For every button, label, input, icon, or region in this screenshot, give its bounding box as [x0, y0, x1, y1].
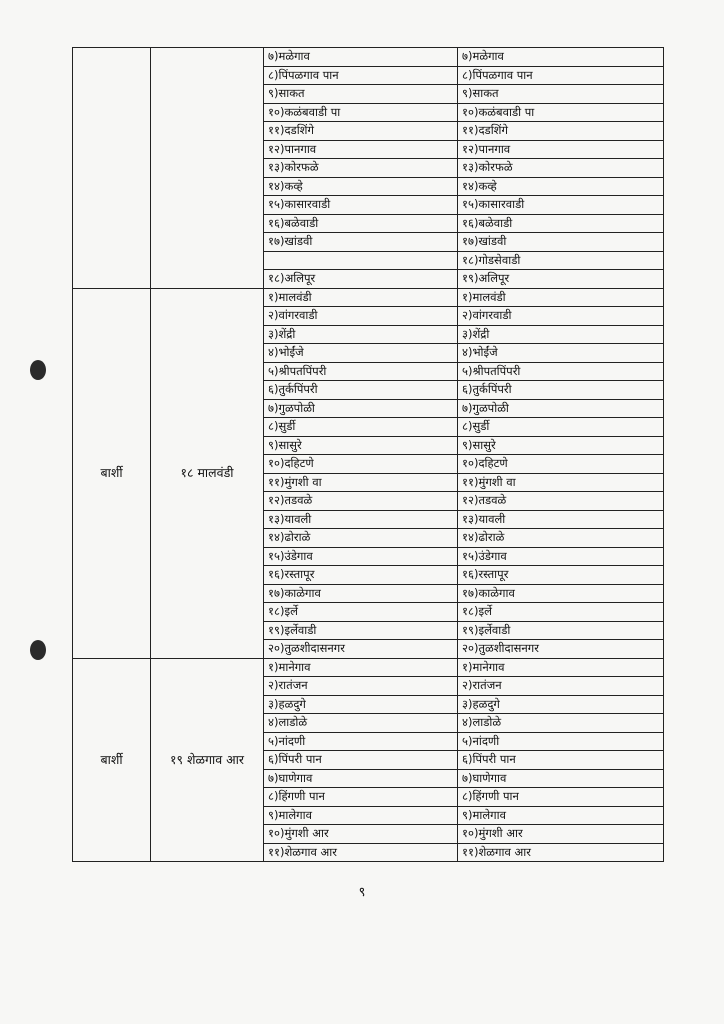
- village-new-cell: २०)तुळशीदासनगर: [458, 640, 664, 659]
- village-new-cell: ८)पिंपळगाव पान: [458, 66, 664, 85]
- village-old-cell: २)रातंजन: [264, 677, 458, 696]
- village-new-cell: २)वांगरवाडी: [458, 307, 664, 326]
- village-old-cell: १५)कासारवाडी: [264, 196, 458, 215]
- village-new-cell: ११)दडशिंगे: [458, 122, 664, 141]
- village-new-cell: ७)मळेगाव: [458, 48, 664, 67]
- village-new-cell: १)मानेगाव: [458, 658, 664, 677]
- village-new-cell: १८)गोडसेवाडी: [458, 251, 664, 270]
- village-new-cell: १४)कव्हे: [458, 177, 664, 196]
- village-old-cell: १०)कळंबवाडी पा: [264, 103, 458, 122]
- village-old-cell: १६)रस्तापूर: [264, 566, 458, 585]
- village-new-cell: ८)सुर्डी: [458, 418, 664, 437]
- village-old-cell: ६)तुर्कपिंपरी: [264, 381, 458, 400]
- village-old-cell: ९)मालेगाव: [264, 806, 458, 825]
- village-old-cell: १९)इर्लेवाडी: [264, 621, 458, 640]
- village-new-cell: ६)तुर्कपिंपरी: [458, 381, 664, 400]
- village-new-cell: ५)श्रीपतपिंपरी: [458, 362, 664, 381]
- table-row: [73, 48, 664, 67]
- circle-cell: १९ शेळगाव आर: [151, 658, 264, 862]
- village-new-cell: १३)कोरफळे: [458, 159, 664, 178]
- village-new-cell: १८)इर्ले: [458, 603, 664, 622]
- taluka-cell: बार्शी: [73, 658, 151, 862]
- village-old-cell: १८)अलिपूर: [264, 270, 458, 289]
- village-new-cell: १९)अलिपूर: [458, 270, 664, 289]
- village-new-cell: १०)मुंगशी आर: [458, 825, 664, 844]
- village-new-cell: १२)तडवळे: [458, 492, 664, 511]
- taluka-cell: बार्शी: [73, 288, 151, 658]
- village-new-cell: १)मालवंडी: [458, 288, 664, 307]
- village-old-cell: १५)उंडेगाव: [264, 547, 458, 566]
- village-old-cell: [264, 251, 458, 270]
- village-old-cell: ४)लाडोळे: [264, 714, 458, 733]
- village-old-cell: १३)यावली: [264, 510, 458, 529]
- village-old-cell: ९)सासुरे: [264, 436, 458, 455]
- village-old-cell: १०)दहिटणे: [264, 455, 458, 474]
- village-new-cell: ९)साकत: [458, 85, 664, 104]
- village-old-cell: ७)मळेगाव: [264, 48, 458, 67]
- circle-cell: [151, 48, 264, 289]
- village-new-cell: ६)पिंपरी पान: [458, 751, 664, 770]
- village-new-cell: १३)यावली: [458, 510, 664, 529]
- village-old-cell: १३)कोरफळे: [264, 159, 458, 178]
- village-old-cell: ८)पिंपळगाव पान: [264, 66, 458, 85]
- village-old-cell: १२)पानगाव: [264, 140, 458, 159]
- village-old-cell: १६)बळेवाडी: [264, 214, 458, 233]
- village-new-cell: १६)रस्तापूर: [458, 566, 664, 585]
- village-old-cell: ८)हिंगणी पान: [264, 788, 458, 807]
- taluka-cell: [73, 48, 151, 289]
- village-old-cell: ७)गुळपोळी: [264, 399, 458, 418]
- village-table: [72, 47, 664, 862]
- village-old-cell: २०)तुळशीदासनगर: [264, 640, 458, 659]
- village-old-cell: ११)शेळगाव आर: [264, 843, 458, 862]
- village-new-cell: १०)कळंबवाडी पा: [458, 103, 664, 122]
- village-old-cell: ६)पिंपरी पान: [264, 751, 458, 770]
- village-new-cell: १६)बळेवाडी: [458, 214, 664, 233]
- village-new-cell: १२)पानगाव: [458, 140, 664, 159]
- circle-cell: १८ मालवंडी: [151, 288, 264, 658]
- village-old-cell: ७)घाणेगाव: [264, 769, 458, 788]
- village-old-cell: ५)नांदणी: [264, 732, 458, 751]
- village-new-cell: ११)शेळगाव आर: [458, 843, 664, 862]
- village-old-cell: १०)मुंगशी आर: [264, 825, 458, 844]
- punch-hole-bottom: [30, 640, 46, 660]
- village-old-cell: ४)भोईंजे: [264, 344, 458, 363]
- punch-hole-top: [30, 360, 46, 380]
- table-row: [73, 288, 664, 307]
- village-old-cell: ११)मुंगशी वा: [264, 473, 458, 492]
- village-new-cell: ३)शेंद्री: [458, 325, 664, 344]
- village-old-cell: १८)इर्ले: [264, 603, 458, 622]
- village-old-cell: १७)खांडवी: [264, 233, 458, 252]
- table-row: [73, 658, 664, 677]
- village-new-cell: १७)खांडवी: [458, 233, 664, 252]
- village-old-cell: ८)सुर्डी: [264, 418, 458, 437]
- village-new-cell: १५)उंडेगाव: [458, 547, 664, 566]
- village-new-cell: १५)कासारवाडी: [458, 196, 664, 215]
- village-new-cell: ४)लाडोळे: [458, 714, 664, 733]
- village-old-cell: ११)दडशिंगे: [264, 122, 458, 141]
- village-new-cell: ९)सासुरे: [458, 436, 664, 455]
- village-new-cell: १९)इर्लेवाडी: [458, 621, 664, 640]
- village-new-cell: ५)नांदणी: [458, 732, 664, 751]
- village-new-cell: ४)भोईंजे: [458, 344, 664, 363]
- village-old-cell: ५)श्रीपतपिंपरी: [264, 362, 458, 381]
- village-new-cell: ९)मालेगाव: [458, 806, 664, 825]
- page-number: ९: [358, 885, 366, 900]
- village-old-cell: ३)हळदुगे: [264, 695, 458, 714]
- village-new-cell: १७)काळेगाव: [458, 584, 664, 603]
- village-old-cell: १७)काळेगाव: [264, 584, 458, 603]
- village-old-cell: १४)ढोराळे: [264, 529, 458, 548]
- village-old-cell: ३)शेंद्री: [264, 325, 458, 344]
- village-new-cell: १४)ढोराळे: [458, 529, 664, 548]
- village-new-cell: ७)घाणेगाव: [458, 769, 664, 788]
- village-old-cell: १२)तडवळे: [264, 492, 458, 511]
- village-new-cell: ११)मुंगशी वा: [458, 473, 664, 492]
- village-old-cell: १)मालवंडी: [264, 288, 458, 307]
- village-new-cell: १०)दहिटणे: [458, 455, 664, 474]
- village-new-cell: ८)हिंगणी पान: [458, 788, 664, 807]
- village-old-cell: २)वांगरवाडी: [264, 307, 458, 326]
- village-new-cell: ७)गुळपोळी: [458, 399, 664, 418]
- village-table-body: [73, 48, 664, 862]
- village-old-cell: १)मानेगाव: [264, 658, 458, 677]
- village-new-cell: ३)हळदुगे: [458, 695, 664, 714]
- village-old-cell: १४)कव्हे: [264, 177, 458, 196]
- village-old-cell: ९)साकत: [264, 85, 458, 104]
- village-new-cell: २)रातंजन: [458, 677, 664, 696]
